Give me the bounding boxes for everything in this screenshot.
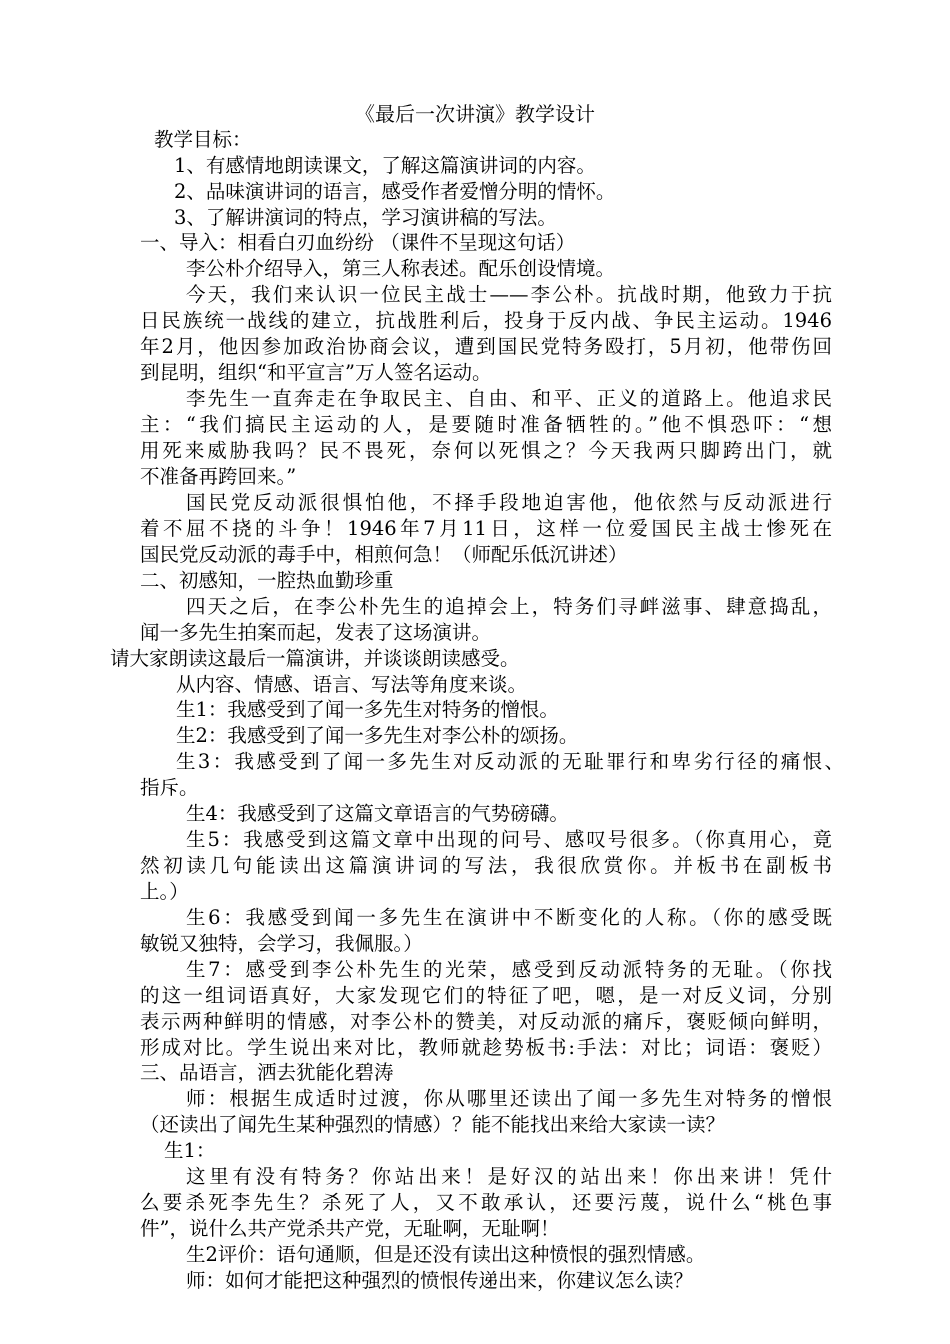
text-line: 件”，说什么共产党杀共产党，无耻啊，无耻啊！	[140, 1217, 560, 1240]
text-line: 3、了解讲演词的特点，学习演讲稿的写法。	[174, 206, 557, 229]
text-line: 形成对比。学生说出来对比，教师就趁势板书:手法：对比；词语：褒贬）	[140, 1036, 832, 1059]
text-line: 么要杀死李先生？杀死了人，又不敢承认，还要污蔑，说什么“桃色事	[140, 1191, 832, 1214]
text-line: 然初读几句能读出这篇演讲词的写法，我很欣赏你。并板书在副板书	[140, 854, 832, 877]
text-line: 师：如何才能把这种强烈的愤恨传递出来，你建议怎么读？	[186, 1269, 694, 1292]
text-line: 1、有感情地朗读课文，了解这篇演讲词的内容。	[174, 154, 596, 177]
text-line: 闻一多先生拍案而起，发表了这场演讲。	[140, 621, 492, 644]
text-line: 用死来威胁我吗？民不畏死，奈何以死惧之？今天我两只脚跨出门，就	[140, 439, 832, 462]
text-line: 生3：我感受到了闻一多先生对反动派的无耻罪行和卑劣行径的痛恨、	[176, 750, 844, 773]
text-line: 生1：我感受到了闻一多先生对特务的憎恨。	[176, 698, 559, 721]
text-line: 日民族统一战线的建立，抗战胜利后，投身于反内战、争民主运动。1946	[140, 309, 832, 332]
text-line: 国民党反动派很惧怕他，不择手段地迫害他，他依然与反动派进行	[186, 491, 832, 514]
text-line: 国民党反动派的毒手中，相煎何急！（师配乐低沉讲述）	[140, 543, 628, 566]
text-line: 今天，我们来认识一位民主战士——李公朴。抗战时期，他致力于抗	[186, 283, 832, 306]
text-line: 生1：	[164, 1139, 216, 1162]
text-line: 这里有没有特务？你站出来！是好汉的站出来！你出来讲！凭什	[186, 1165, 832, 1188]
text-line: 请大家朗读这最后一篇演讲，并谈谈朗读感受。	[110, 647, 520, 670]
text-line: 2、品味演讲词的语言，感受作者爱憎分明的情怀。	[174, 180, 616, 203]
text-line: 生5：我感受到这篇文章中出现的问号、感叹号很多。（你真用心，竟	[186, 828, 832, 851]
text-line: 从内容、情感、语言、写法等角度来谈。	[176, 673, 528, 696]
text-line: 年2月，他因参加政治协商会议，遭到国民党特务殴打，5月初，他带伤回	[140, 335, 832, 358]
text-line: 上。）	[140, 880, 189, 903]
section-heading: 二、初感知，一腔热血勤珍重	[140, 569, 394, 592]
text-line: 着不屈不挠的斗争！1946年7月11日，这样一位爱国民主战士惨死在	[140, 517, 832, 540]
text-line: 到昆明，组织“和平宣言”万人签名运动。	[140, 361, 492, 384]
section-heading: 三、品语言，洒去犹能化碧涛	[140, 1061, 394, 1084]
text-line: 生2评价：语句通顺，但是还没有读出这种愤恨的强烈情感。	[186, 1243, 706, 1266]
text-line: 李先生一直奔走在争取民主、自由、和平、正义的道路上。他追求民	[186, 387, 832, 410]
text-line: 不准备再跨回来。”	[140, 465, 297, 488]
text-line: （还读出了闻先生某种强烈的情感）？能不能找出来给大家读一读？	[140, 1113, 726, 1136]
document-title: 《最后一次讲演》教学设计	[355, 102, 595, 126]
text-line: 敏锐又独特，会学习，我佩服。）	[140, 932, 423, 955]
text-line: 四天之后，在李公朴先生的追掉会上，特务们寻衅滋事、肆意捣乱，	[186, 595, 832, 618]
text-line: 教学目标：	[154, 128, 252, 151]
text-line: 生4：我感受到了这篇文章语言的气势磅礴。	[186, 802, 569, 825]
section-heading: 一、导入：相看白刃血纷纷 （课件不呈现这句话）	[140, 231, 576, 254]
text-line: 李公朴介绍导入，第三人称表述。配乐创设情境。	[186, 257, 616, 280]
text-line: 主：“我们搞民主运动的人，是要随时准备牺牲的。”他不惧恐吓：“想	[140, 413, 832, 436]
text-line: 师：根据生成适时过渡，你从哪里还读出了闻一多先生对特务的憎恨	[186, 1087, 832, 1110]
text-line: 生6：我感受到闻一多先生在演讲中不断变化的人称。（你的感受既	[186, 906, 832, 929]
text-line: 表示两种鲜明的情感，对李公朴的赞美，对反动派的痛斥，褒贬倾向鲜明，	[140, 1010, 832, 1033]
text-line: 的这一组词语真好，大家发现它们的特征了吧，嗯，是一对反义词，分别	[140, 984, 832, 1007]
text-line: 指斥。	[140, 776, 199, 799]
text-line: 生2：我感受到了闻一多先生对李公朴的颂扬。	[176, 724, 579, 747]
text-line: 生7：感受到李公朴先生的光荣，感受到反动派特务的无耻。（你找	[186, 958, 832, 981]
